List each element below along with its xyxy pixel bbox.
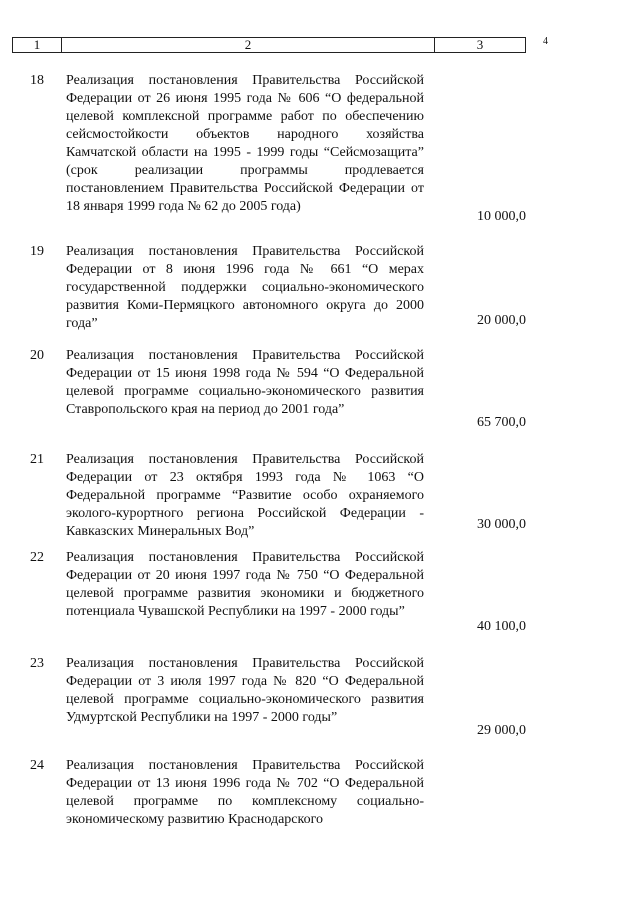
row-amount: 65 700,0 [477,415,526,430]
row-number: 20 [30,348,44,363]
row-text: Реализация постановления Правительства Российской Федерации от 13 июня 1996 года № 702 “О Федеральной целевой программе по комплексному социально-экономическому развитию Краснодарского [66,758,424,827]
row-amount: 10 000,0 [477,209,526,224]
header-col-3: 3 [476,37,484,52]
row-number: 23 [30,656,44,671]
row-amount: 40 100,0 [477,619,526,634]
row-text: Реализация постановления Правительства Российской Федерации от 3 июля 1997 года № 820 “О Федеральной целевой программе социально-экономического развития Удмуртской Республики на 1997 - 2000 годы” [66,656,424,725]
row-text: Реализация постановления Правительства Российской Федерации от 26 июня 1995 года № 606 “О федеральной целевой комплексной программе работ по обеспечению сейсмостойкости объектов народного хозяйства Камчатской области на 1995 - 1999 годы “Сейсмозащита” (срок реализации программы продлевается постановлением Правительства Российской Федерации от 18 января 1999 года № 62 до 2005 года) [66,73,424,214]
row-amount: 20 000,0 [477,313,526,328]
row-text: Реализация постановления Правительства Российской Федерации от 23 октября 1993 года № 1063 “О Федеральной программе “Развитие особо охраняемого эколого-курортного региона Российской Федерации - Кавказских Минеральных Вод” [66,452,424,539]
page-number: 4 [543,36,548,47]
row-number: 22 [30,550,44,565]
header-col-2: 2 [62,38,435,52]
row-text: Реализация постановления Правительства Российской Федерации от 20 июня 1997 года № 750 “О Федеральной целевой программе развития экономики и бюджетного потенциала Чувашской Республики на 1997 - 2000 годы” [66,550,424,619]
row-text: Реализация постановления Правительства Российской Федерации от 15 июня 1998 года № 594 “О Федеральной целевой программе социально-экономического развития Ставропольского края на период до 2001 года” [66,348,424,417]
header-col-1: 1 [13,38,62,52]
row-amount: 30 000,0 [477,517,526,532]
row-text: Реализация постановления Правительства Российской Федерации от 8 июня 1996 года № 661 “О мерах государственной поддержки социально-экономического развития Коми-Пермяцкого автономного округа до 2000 года” [66,244,424,331]
row-number: 24 [30,758,44,773]
row-number: 18 [30,73,44,88]
row-number: 19 [30,244,44,259]
table-header [12,37,526,53]
row-number: 21 [30,452,44,467]
row-amount: 29 000,0 [477,723,526,738]
